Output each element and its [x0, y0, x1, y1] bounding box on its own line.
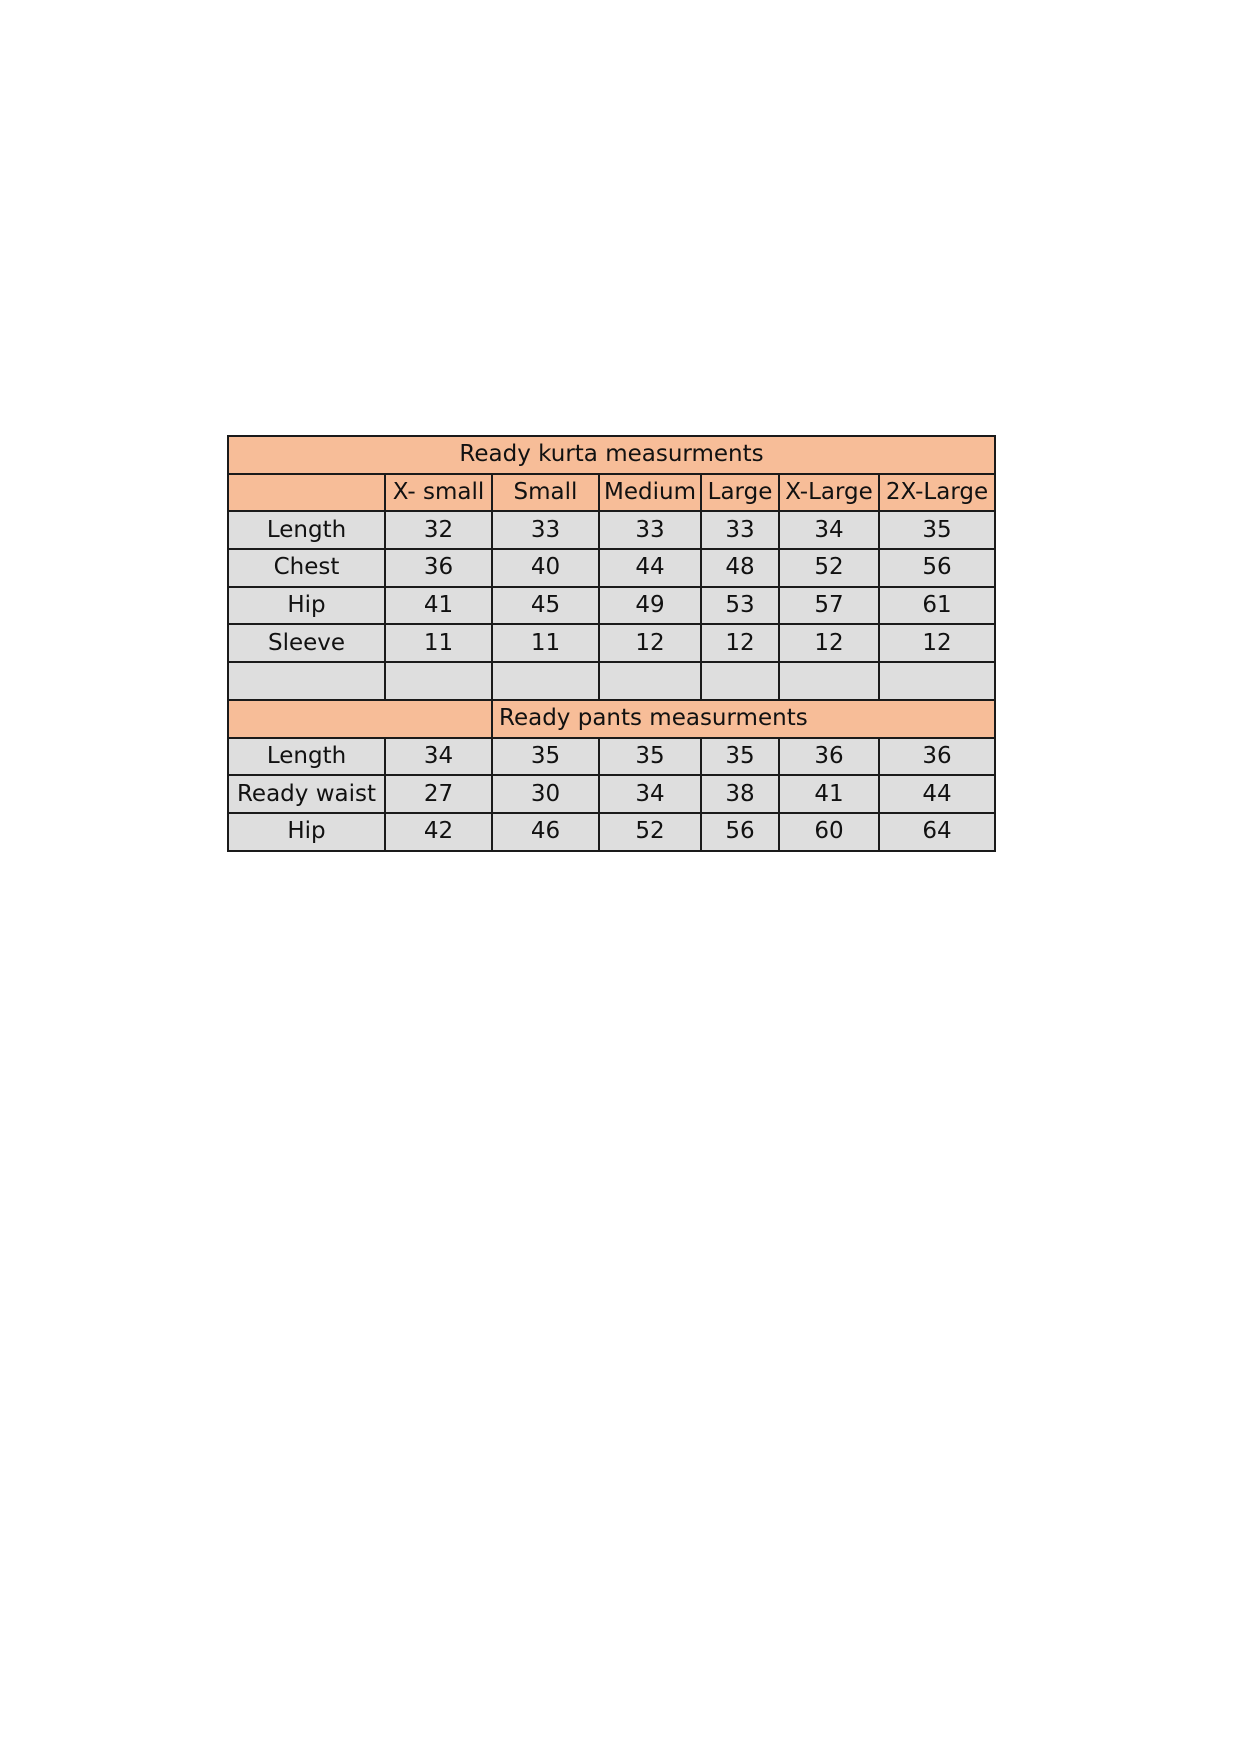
table-cell: 38	[701, 775, 779, 813]
table-cell: 33	[599, 511, 701, 549]
table-cell: 36	[879, 738, 995, 776]
row-label: Length	[228, 738, 385, 776]
kurta-section-title: Ready kurta measurments	[228, 436, 995, 474]
empty-cell	[599, 662, 701, 700]
empty-cell	[879, 662, 995, 700]
table-cell: 12	[879, 624, 995, 662]
table-cell: 32	[385, 511, 492, 549]
table-cell: 12	[779, 624, 879, 662]
size-header-medium: Medium	[599, 474, 701, 512]
table-row	[228, 738, 995, 776]
table-cell: 35	[492, 738, 599, 776]
table-cell: 12	[599, 624, 701, 662]
size-header-row	[228, 474, 995, 512]
row-label: Sleeve	[228, 624, 385, 662]
empty-cell	[228, 662, 385, 700]
row-label: Hip	[228, 587, 385, 625]
size-header-small: Small	[492, 474, 599, 512]
pants-section-title: Ready pants measurments	[492, 700, 995, 738]
table-row	[228, 549, 995, 587]
size-header-xsmall: X- small	[385, 474, 492, 512]
table-cell: 46	[492, 813, 599, 851]
empty-cell	[385, 662, 492, 700]
table-cell: 40	[492, 549, 599, 587]
table-cell: 11	[385, 624, 492, 662]
table-cell: 44	[879, 775, 995, 813]
table-cell: 44	[599, 549, 701, 587]
empty-row	[228, 662, 995, 700]
size-header-large: Large	[701, 474, 779, 512]
table-row	[228, 775, 995, 813]
table-cell: 41	[779, 775, 879, 813]
table-row	[228, 587, 995, 625]
table-cell: 64	[879, 813, 995, 851]
table-cell: 61	[879, 587, 995, 625]
table-cell: 33	[701, 511, 779, 549]
size-header-2xlarge: 2X-Large	[879, 474, 995, 512]
table-cell: 41	[385, 587, 492, 625]
empty-cell	[701, 662, 779, 700]
table-cell: 35	[701, 738, 779, 776]
table-cell: 35	[879, 511, 995, 549]
table-cell: 34	[385, 738, 492, 776]
table-cell: 12	[701, 624, 779, 662]
table-cell: 11	[492, 624, 599, 662]
table-cell: 57	[779, 587, 879, 625]
size-header-corner	[228, 474, 385, 512]
table-cell: 49	[599, 587, 701, 625]
row-label: Hip	[228, 813, 385, 851]
table-cell: 52	[599, 813, 701, 851]
empty-cell	[779, 662, 879, 700]
table-cell: 35	[599, 738, 701, 776]
size-header-xlarge: X-Large	[779, 474, 879, 512]
table-row	[228, 813, 995, 851]
table-row	[228, 511, 995, 549]
table-cell: 36	[779, 738, 879, 776]
table-cell: 45	[492, 587, 599, 625]
table-cell: 52	[779, 549, 879, 587]
table-cell: 36	[385, 549, 492, 587]
table-cell: 27	[385, 775, 492, 813]
table-row	[228, 624, 995, 662]
pants-title-row	[228, 700, 995, 738]
empty-cell	[492, 662, 599, 700]
pants-title-spacer	[228, 700, 492, 738]
kurta-title-row	[228, 436, 995, 474]
table-cell: 34	[779, 511, 879, 549]
table-cell: 53	[701, 587, 779, 625]
table-cell: 33	[492, 511, 599, 549]
table-cell: 48	[701, 549, 779, 587]
size-chart-table	[227, 435, 996, 852]
row-label: Chest	[228, 549, 385, 587]
row-label: Ready waist	[228, 775, 385, 813]
row-label: Length	[228, 511, 385, 549]
table-cell: 56	[879, 549, 995, 587]
table-cell: 56	[701, 813, 779, 851]
table-cell: 34	[599, 775, 701, 813]
table-cell: 30	[492, 775, 599, 813]
table-cell: 42	[385, 813, 492, 851]
table-cell: 60	[779, 813, 879, 851]
